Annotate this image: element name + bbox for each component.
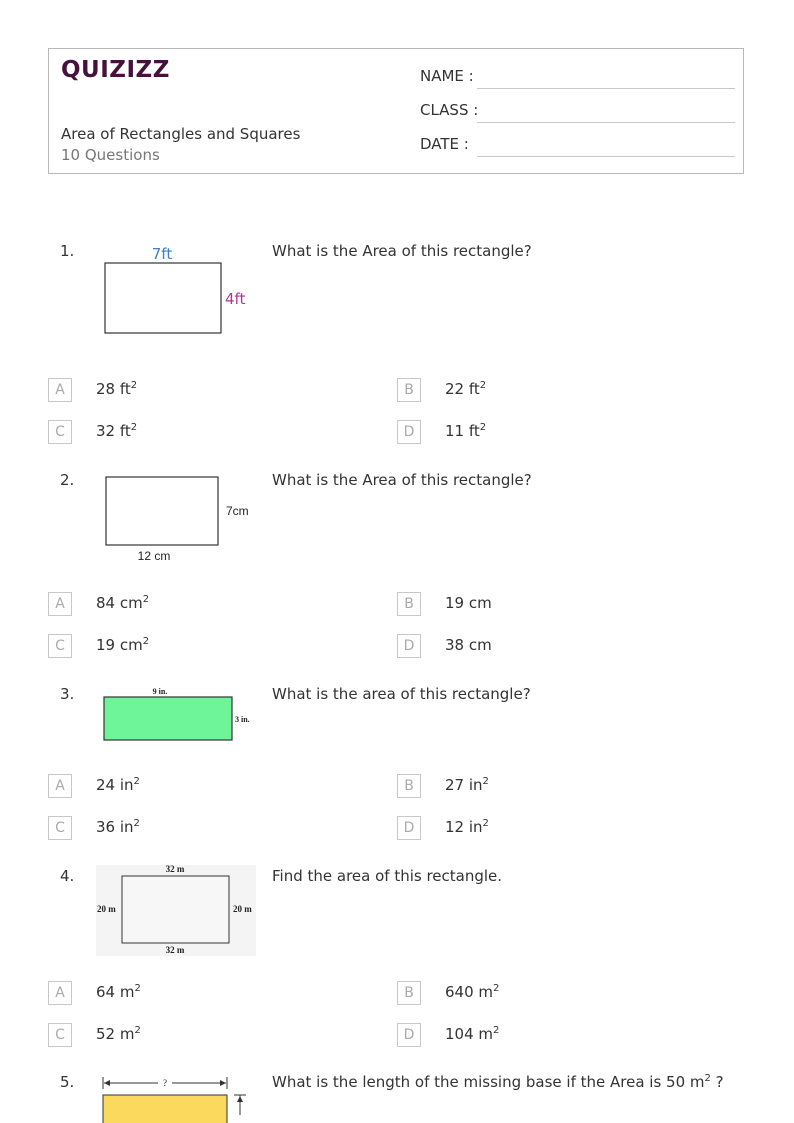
question-text: Find the area of this rectangle. <box>272 867 503 885</box>
option-letter: A <box>48 981 72 1005</box>
question-text: What is the Area of this rectangle? <box>272 471 532 489</box>
date-field[interactable] <box>420 135 735 159</box>
arrow-left-icon <box>104 1080 110 1086</box>
arrow-right-icon <box>220 1080 226 1086</box>
question-number: 4. <box>60 867 75 885</box>
option-letter: C <box>48 420 72 444</box>
option-letter: D <box>397 1023 421 1047</box>
rectangle-shape <box>104 697 232 740</box>
rectangle-figure <box>100 1073 260 1123</box>
side-length-label: 7cm <box>226 504 249 518</box>
rectangle-figure <box>100 242 260 338</box>
top-length-label: ? <box>163 1078 167 1088</box>
rectangle-shape <box>122 876 229 943</box>
question-text: What is the length of the missing base if the Area is 50 $m^2$ ? <box>272 1073 724 1091</box>
option-text: 52 $m^2$ <box>96 1025 141 1043</box>
option-letter: D <box>397 816 421 840</box>
rectangle-figure <box>100 475 260 567</box>
option-text: 36 $in^2$ <box>96 818 140 836</box>
option-letter: C <box>48 1023 72 1047</box>
top-length-label: 7ft <box>151 245 173 263</box>
option-letter: B <box>397 592 421 616</box>
option-text: 84 $cm^2$ <box>96 594 150 612</box>
option-letter: A <box>48 378 72 402</box>
arrow-up-icon <box>237 1096 243 1102</box>
option-letter: D <box>397 634 421 658</box>
question-number: 1. <box>60 242 75 260</box>
class-field[interactable] <box>420 101 735 125</box>
question-text: What is the Area of this rectangle? <box>272 242 532 260</box>
option-text: 27 $in^2$ <box>445 776 489 794</box>
top-length-label: 9 in. <box>152 687 168 696</box>
option-text: 12 $in^2$ <box>445 818 489 836</box>
option-text: 38 cm <box>445 636 492 654</box>
option-text: 24 $in^2$ <box>96 776 140 794</box>
quizizz-logo: QUIZIZZ <box>61 57 170 83</box>
option-letter: C <box>48 816 72 840</box>
option-letter: B <box>397 774 421 798</box>
question-number: 3. <box>60 685 75 703</box>
rectangle-shape <box>103 1095 227 1123</box>
option-text: 28 $ft^2$ <box>96 380 138 398</box>
option-letter: B <box>397 378 421 402</box>
rectangle-figure <box>96 865 256 956</box>
question-text: What is the area of this rectangle? <box>272 685 531 703</box>
question-count: 10 Questions <box>61 146 160 164</box>
option-text: 104 $m^2$ <box>445 1025 500 1043</box>
option-text: 640 $m^2$ <box>445 983 500 1001</box>
rectangle-shape <box>106 477 218 545</box>
option-letter: C <box>48 634 72 658</box>
left-length-label: 20 m <box>97 904 116 914</box>
option-text: 32 $ft^2$ <box>96 422 138 440</box>
side-length-label: 3 in. <box>235 715 250 724</box>
option-letter: A <box>48 774 72 798</box>
right-length-label: 20 m <box>233 904 252 914</box>
option-text: 11 $ft^2$ <box>445 422 487 440</box>
name-label: NAME : <box>420 67 474 85</box>
class-label: CLASS : <box>420 101 479 119</box>
date-label: DATE : <box>420 135 469 153</box>
name-line[interactable] <box>477 88 735 89</box>
option-letter: B <box>397 981 421 1005</box>
option-text: 64 $m^2$ <box>96 983 141 1001</box>
option-text: 19 cm <box>445 594 492 612</box>
question-number: 5. <box>60 1073 75 1091</box>
option-text: 22 $ft^2$ <box>445 380 487 398</box>
bottom-length-label: 12 cm <box>137 549 171 563</box>
question-number: 2. <box>60 471 75 489</box>
rectangle-figure <box>100 685 260 745</box>
side-length-label: 4ft <box>225 290 246 308</box>
option-letter: A <box>48 592 72 616</box>
option-letter: D <box>397 420 421 444</box>
worksheet-title: Area of Rectangles and Squares <box>61 125 301 143</box>
rectangle-shape <box>105 263 221 333</box>
date-line[interactable] <box>477 156 735 157</box>
class-line[interactable] <box>477 122 735 123</box>
name-field[interactable] <box>420 67 735 91</box>
worksheet-header <box>48 48 744 174</box>
top-length-label: 32 m <box>165 865 185 874</box>
bottom-length-label: 32 m <box>165 945 185 955</box>
option-text: 19 $cm^2$ <box>96 636 150 654</box>
